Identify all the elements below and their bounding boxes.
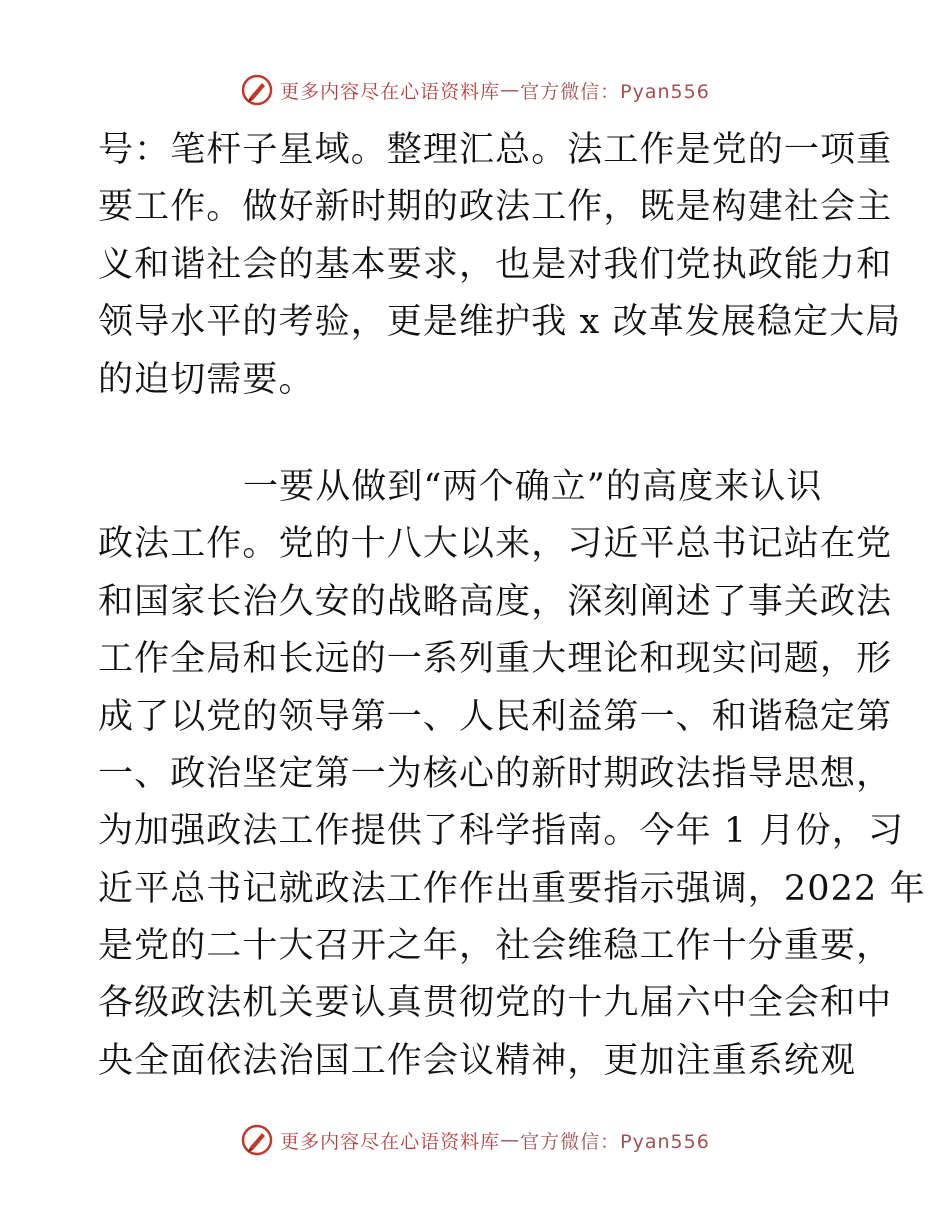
watermark-separator: — [500, 1129, 521, 1151]
text-line: 号：笔杆子星域。整理汇总。法工作是党的一项重 [98, 130, 893, 170]
text-line: 和国家长治久安的战略高度，深刻阐述了事关政法 [98, 581, 893, 622]
footer-watermark [0, 1120, 950, 1160]
text-line: 为加强政法工作提供了科学指南。今年 1 月份，习 [98, 811, 904, 852]
pen-logo-icon [240, 73, 274, 107]
text-line: 领导水平的考验，更是维护我 x 改革发展稳定大局 [98, 302, 902, 343]
text-line: 工作全局和长远的一系列重大理论和现实问题，形 [98, 639, 893, 680]
text-line: 是党的二十大召开之年，社会维稳工作十分重要， [98, 926, 893, 967]
watermark-main-text: 更多内容尽在心语资料库 [280, 1130, 501, 1153]
text-line: 各级政法机关要认真贯彻党的十九届六中全会和中 [98, 983, 893, 1024]
text-line: 要工作。做好新时期的政法工作，既是构建社会主 [98, 187, 893, 228]
header-watermark [0, 70, 950, 110]
pen-logo-icon [240, 1123, 274, 1157]
watermark-separator: — [500, 79, 521, 101]
text-line: 政法工作。党的十八大以来，习近平总书记站在党 [98, 524, 893, 565]
text-line: 近平总书记就政法工作作出重要指示强调，2022 年 [98, 868, 926, 909]
paragraph-1 [98, 122, 902, 409]
watermark-wechat-text: 官方微信：Pyan556 [520, 80, 710, 103]
text-line: 一要从做到“两个确立”的高度来认识 [243, 466, 823, 507]
document-body [98, 122, 926, 1090]
text-line: 央全面依法治国工作会议精神，更加注重系统观 [98, 1040, 857, 1081]
text-line: 的迫切需要。 [98, 359, 315, 400]
text-line: 一、政治坚定第一为核心的新时期政法指导思想， [98, 753, 893, 794]
paragraph-2 [98, 459, 926, 1090]
text-line: 义和谐社会的基本要求，也是对我们党执政能力和 [98, 244, 893, 285]
watermark-wechat-text: 官方微信：Pyan556 [520, 1130, 710, 1153]
text-line: 成了以党的领导第一、人民利益第一、和谐稳定第 [98, 696, 893, 737]
watermark-main-text: 更多内容尽在心语资料库 [280, 80, 501, 103]
